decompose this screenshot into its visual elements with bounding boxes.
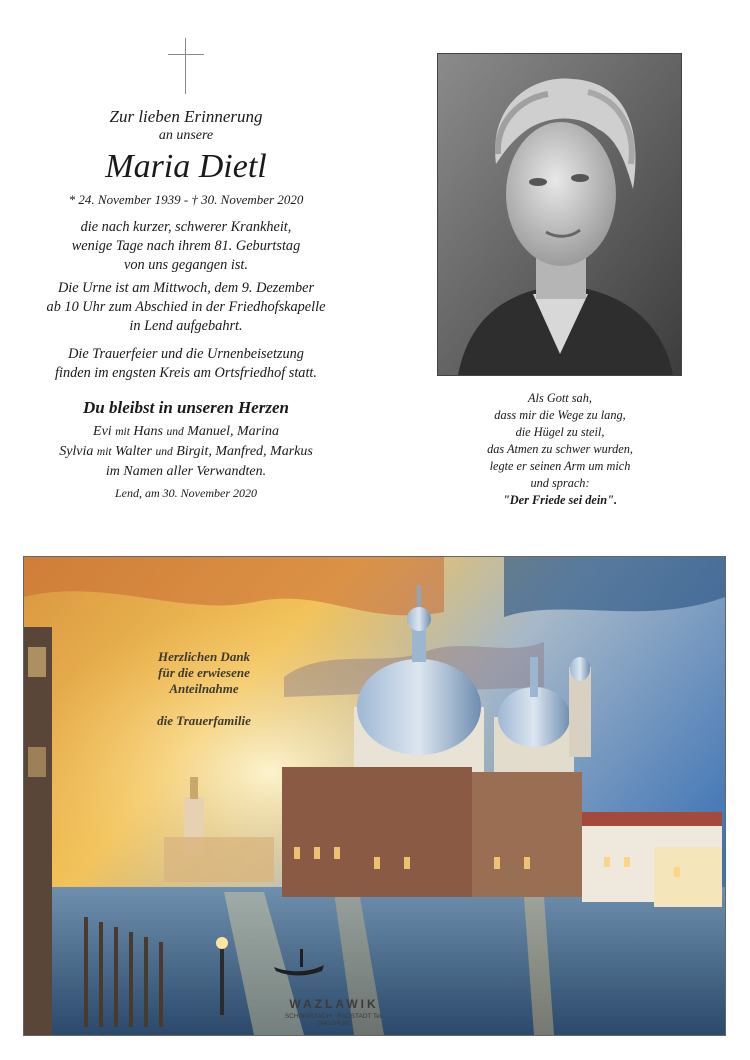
family-name: Hans	[133, 424, 163, 439]
family-name: Sylvia	[59, 444, 94, 459]
poem-line: und sprach:	[530, 476, 590, 490]
paragraph-urn	[14, 279, 358, 336]
text-line: die nach kurzer, schwerer Krankheit,	[80, 219, 292, 235]
poem-line: die Hügel zu steil,	[515, 425, 605, 439]
family-name: Walter	[115, 444, 152, 459]
poem-line: legte er seinen Arm um mich	[489, 459, 631, 473]
family-line-2	[14, 442, 358, 462]
poem-line: das Atmen zu schwer wurden,	[487, 442, 633, 456]
family-line-3: im Namen aller Verwandten.	[105, 464, 267, 479]
text-line: Die Urne ist am Mittwoch, dem 9. Dezember	[57, 280, 315, 296]
logo-address: SCHWARZACH · RADSTADT Tel. 06415/4200	[284, 1013, 384, 1027]
logo-brand: WAZLAWIK	[289, 997, 379, 1011]
thanks-line: Herzlichen Dank	[157, 649, 251, 664]
place-date: Lend, am 30. November 2020	[115, 486, 257, 500]
poem-line: dass mir die Wege zu lang,	[494, 408, 626, 422]
family-name: Evi	[93, 424, 112, 439]
poem-line: Als Gott sah,	[528, 391, 592, 405]
intro-line1: Zur lieben Erinnerung	[109, 107, 263, 126]
thanks-line: für die erwiesene	[158, 665, 250, 680]
family-connector: mit	[96, 446, 112, 458]
venice-scene-image	[23, 556, 726, 1036]
poem	[440, 390, 680, 509]
intro	[14, 107, 358, 144]
portrait-photo	[437, 53, 682, 376]
family-connector: und	[166, 426, 184, 438]
family-connector: mit	[115, 426, 130, 438]
text-line: Die Trauerfeier und die Urnenbeisetzung	[68, 346, 304, 362]
family-list	[14, 422, 358, 481]
text-line: ab 10 Uhr zum Abschied in der Friedhofskapelle	[46, 299, 326, 315]
thanks-signature: die Trauerfamilie	[157, 713, 251, 728]
thanks-note	[124, 649, 284, 729]
text-line: von uns gegangen ist.	[124, 257, 248, 273]
motto: Du bleibst in unseren Herzen	[83, 398, 289, 417]
family-connector: und	[155, 446, 173, 458]
deceased-name: Maria Dietl	[105, 148, 267, 185]
family-line-1	[14, 422, 358, 442]
intro-line2: an unsere	[158, 128, 214, 143]
thanks-line: Anteilnahme	[169, 681, 239, 696]
paragraph-ceremony	[14, 345, 358, 383]
text-line: in Lend aufgebahrt.	[129, 318, 243, 334]
undertaker-logo	[269, 997, 399, 1027]
text-line: finden im engsten Kreis am Ortsfriedhof statt.	[55, 365, 317, 381]
poem-last-line: "Der Friede sei dein".	[502, 493, 618, 507]
family-name: Manuel, Marina	[187, 424, 279, 439]
cross-icon	[168, 38, 204, 94]
text-line: wenige Tage nach ihrem 81. Geburtstag	[71, 238, 301, 254]
life-dates: * 24. November 1939 - † 30. November 2020	[68, 192, 304, 207]
paragraph-illness	[14, 218, 358, 275]
family-name: Birgit, Manfred, Markus	[176, 444, 313, 459]
